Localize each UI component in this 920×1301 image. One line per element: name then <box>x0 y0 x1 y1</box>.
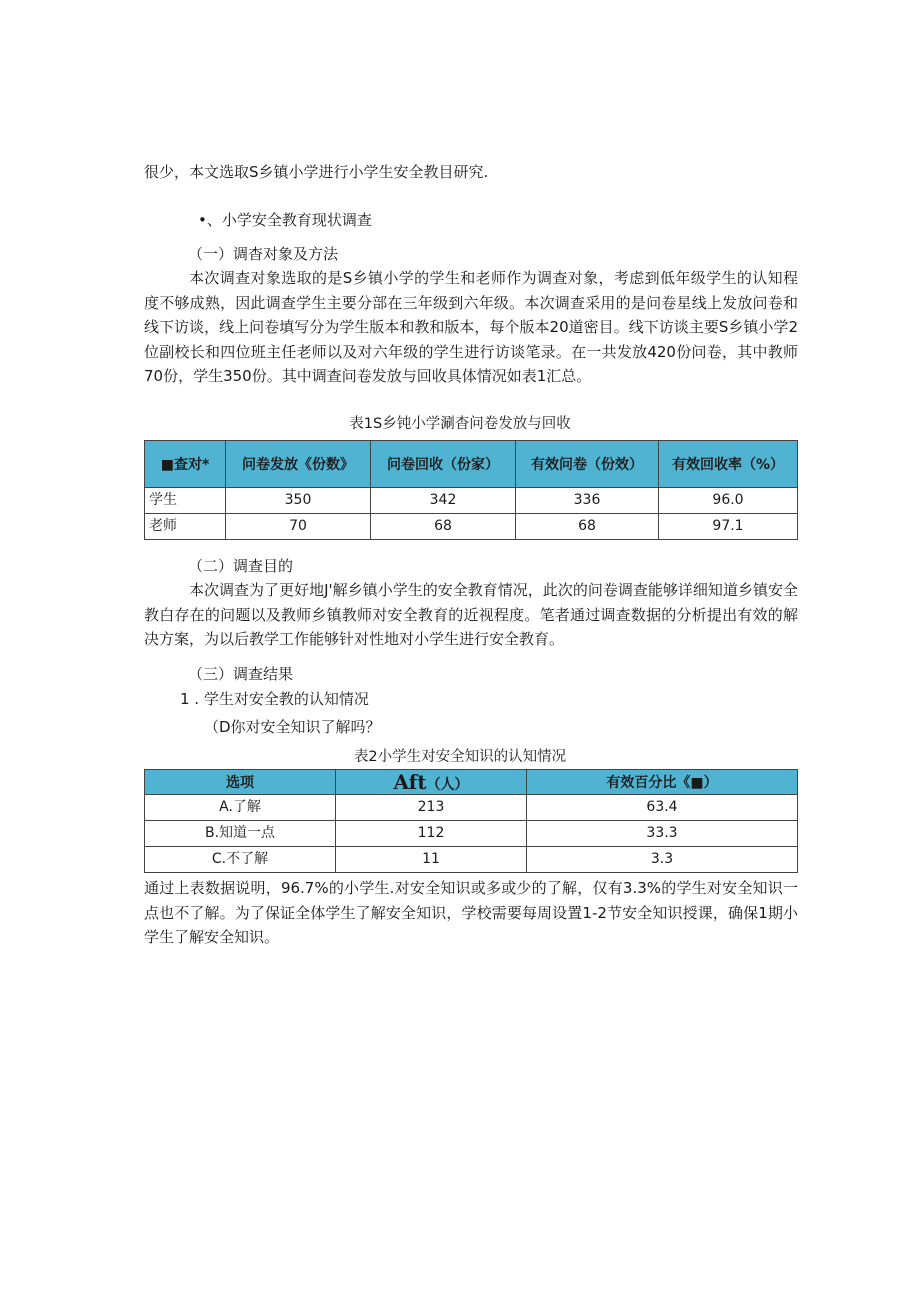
subsection-heading-3: （三）调查结果 <box>188 665 294 683</box>
table1-caption: 表1S乡钝小学涮杳问卷发放与回收 <box>349 416 571 432</box>
table-cell: 97.1 <box>659 514 798 540</box>
table-cell: 学生 <box>145 488 226 514</box>
table-header-row <box>145 770 798 795</box>
table-cell: 112 <box>336 821 527 847</box>
table-cell: 68 <box>371 514 516 540</box>
table-header-cell: 有效百分比《■） <box>527 770 798 795</box>
question-1: （D你对安全知识了解吗？ <box>204 718 381 736</box>
table-cell: 3.3 <box>527 847 798 873</box>
table-cell: 33.3 <box>527 821 798 847</box>
table-header-row <box>145 441 798 488</box>
table-header-cell <box>336 770 527 795</box>
paragraph-1: 本次调查对象选取的是S乡镇小学的学生和老师作为调查对象，考虑到低年级学生的认知程度不够成熟，因此调查学生主要分部在三年级到六年级。本次调查采用的是问卷星线上发放问卷和线下访谈，线上问卷填写分为学生版本和教和版本，每个版本20道密目。线下访谈主要S乡镇小学2位副校长和四位班主任老师以及对六年级的学生进行访谈笔录。在一共发放420份问卷，其中教师70份，学生350份。其中调查问卷发放与回收具体情况如表1汇总。 <box>144 269 798 385</box>
table-cell: 70 <box>226 514 371 540</box>
table-cell: C.不了解 <box>145 847 336 873</box>
table-cell: 63.4 <box>527 795 798 821</box>
table-row <box>145 821 798 847</box>
table-cell: 350 <box>226 488 371 514</box>
table-header-cell: 有效回收率（%） <box>659 441 798 488</box>
table-header-cell: 有效问卷（份效） <box>516 441 659 488</box>
table-row <box>145 795 798 821</box>
table-cell: 342 <box>371 488 516 514</box>
awareness-table <box>144 769 798 873</box>
table-header-cell: 选项 <box>145 770 336 795</box>
table-cell: 336 <box>516 488 659 514</box>
result-item-1: 1 . 学生对安全教的认知情况 <box>180 690 369 708</box>
table-row <box>145 514 798 540</box>
table-header-text: Aft <box>393 770 427 794</box>
table-row <box>145 847 798 873</box>
table-cell: 11 <box>336 847 527 873</box>
paragraph-3: 通过上表数据说明，96.7%的小学生.对安全知识或多或少的了解，仅有3.3%的学生对安全知识一点也不了解。为了保证全体学生了解安全知识，学校需要每周设置1-2节安全知识授课，确保1期小学生了解安全知识。 <box>144 879 798 946</box>
table-header-cell: 问卷回收（份家） <box>371 441 516 488</box>
table-cell: 213 <box>336 795 527 821</box>
subsection-heading-2: （二）调查目的 <box>188 557 294 575</box>
paragraph-2: 本次调查为了更好地J'解乡镇小学生的安全教育情况，此次的问卷调查能够详细知道乡镇安全教白存在的问题以及教师乡镇教师对安全教育的近视程度。笔者通过调查数据的分析提出有效的解决方案，为以后教学工作能够针对性地对小学生进行安全教育。 <box>144 581 798 648</box>
table-cell: 96.0 <box>659 488 798 514</box>
table-cell: 68 <box>516 514 659 540</box>
table-header-cell: 问卷发放《份数》 <box>226 441 371 488</box>
subsection-heading-1: （一）调杳对象及方法 <box>188 245 339 263</box>
survey-distribution-table <box>144 440 798 540</box>
table-cell: B.知道一点 <box>145 821 336 847</box>
table-header-unit: （人） <box>426 777 469 793</box>
table-header-cell: ■查对* <box>145 441 226 488</box>
table-row <box>145 488 798 514</box>
table2-caption: 表2小学生对安全知识的认知情况 <box>353 749 567 765</box>
table-cell: 老师 <box>145 514 226 540</box>
intro-line: 很少，本文选取S乡镇小学进行小学生安全教目研究. <box>144 163 489 181</box>
table-cell: A.了解 <box>145 795 336 821</box>
section-heading: •、小学安全教育现状调查 <box>198 211 372 229</box>
